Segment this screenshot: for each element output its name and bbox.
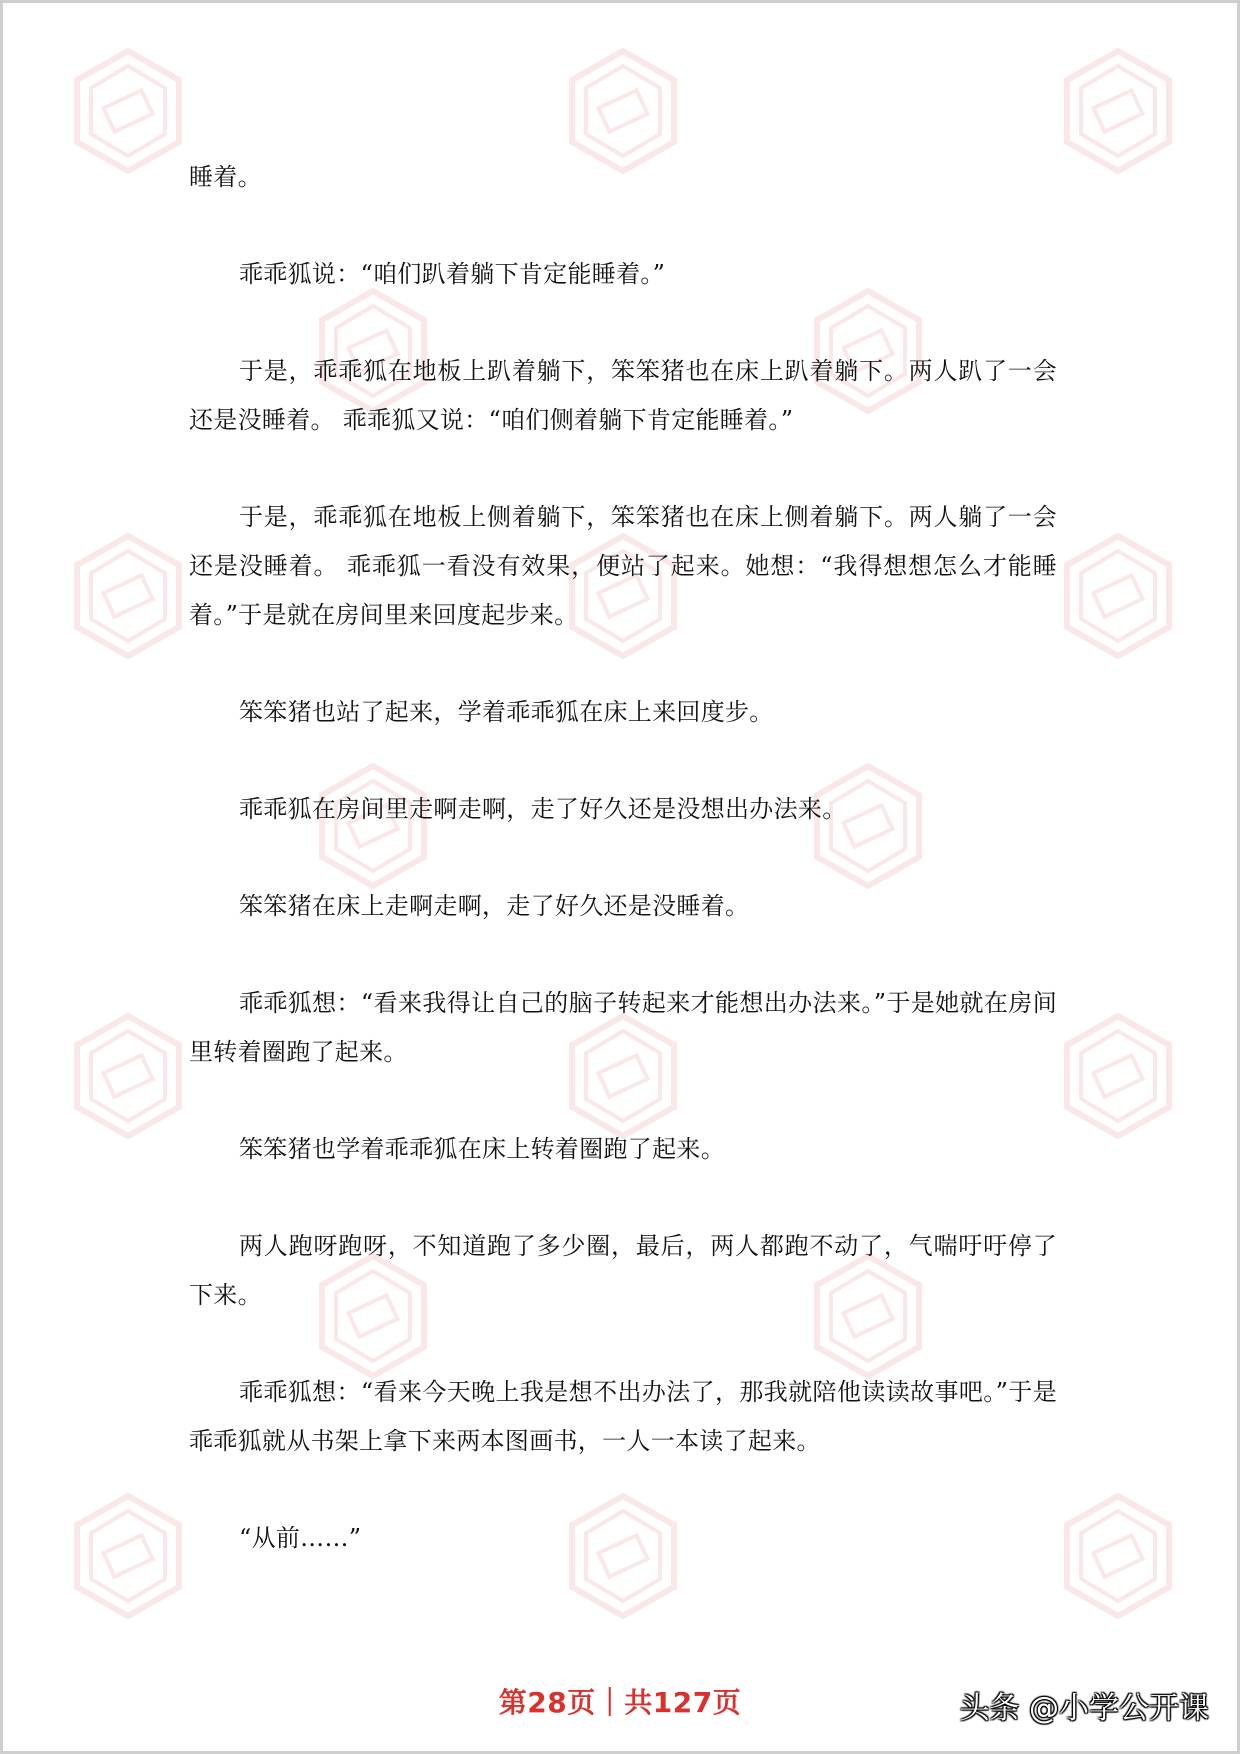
paragraph-10: 两人跑呀跑呀，不知道跑了多少圈，最后，两人都跑不动了，气喘吁吁停了下来。 [189,1232,1057,1309]
page-number-label: 第28页｜共127页 [498,1686,742,1719]
paragraph-6: 乖乖狐在房间里走啊走啊，走了好久还是没想出办法来。 [239,795,847,823]
hexagon-logo-icon [73,1493,183,1619]
paragraph-8: 乖乖狐想：“看来我得让自己的脑子转起来才能想出办法来。”于是她就在房间里转着圈跑了起来。 [189,989,1057,1066]
paragraph-12: “从前……” [239,1524,362,1552]
paragraph-3: 于是，乖乖狐在地板上趴着躺下，笨笨猪也在床上趴着躺下。两人趴了一会还是没睡着。 乖乖狐又说：“咱们侧着躺下肯定能睡着。” [189,357,1057,434]
document-body [189,153,1057,1611]
hexagon-logo-icon [73,48,183,174]
paragraph-11: 乖乖狐想：“看来今天晚上我是想不出办法了，那我就陪他读读故事吧。”于是乖乖狐就从书架上拿下来两本图画书，一人一本读了起来。 [189,1378,1057,1455]
hexagon-logo-icon [73,533,183,659]
paragraph-2: 乖乖狐说：“咱们趴着躺下肯定能睡着。” [239,260,666,288]
paragraph-7: 笨笨猪在床上走啊走啊，走了好久还是没睡着。 [239,892,750,920]
paragraph-1: 睡着。 [189,163,262,191]
hexagon-logo-icon [1063,1493,1173,1619]
paragraph-4: 于是，乖乖狐在地板上侧着躺下，笨笨猪也在床上侧着躺下。两人躺了一会还是没睡着。 乖乖狐一看没有效果，便站了起来。她想：“我得想想怎么才能睡着。”于是就在房间里来回度起步来。 [189,503,1057,629]
hexagon-logo-icon [1063,1013,1173,1139]
paragraph-9: 笨笨猪也学着乖乖狐在床上转着圈跑了起来。 [239,1135,725,1163]
brand-watermark: 头条 @小学公开课 [959,1691,1209,1726]
hexagon-logo-icon [1063,48,1173,174]
hexagon-logo-icon [73,1013,183,1139]
hexagon-logo-icon [1063,533,1173,659]
paragraph-5: 笨笨猪也站了起来，学着乖乖狐在床上来回度步。 [239,698,774,726]
